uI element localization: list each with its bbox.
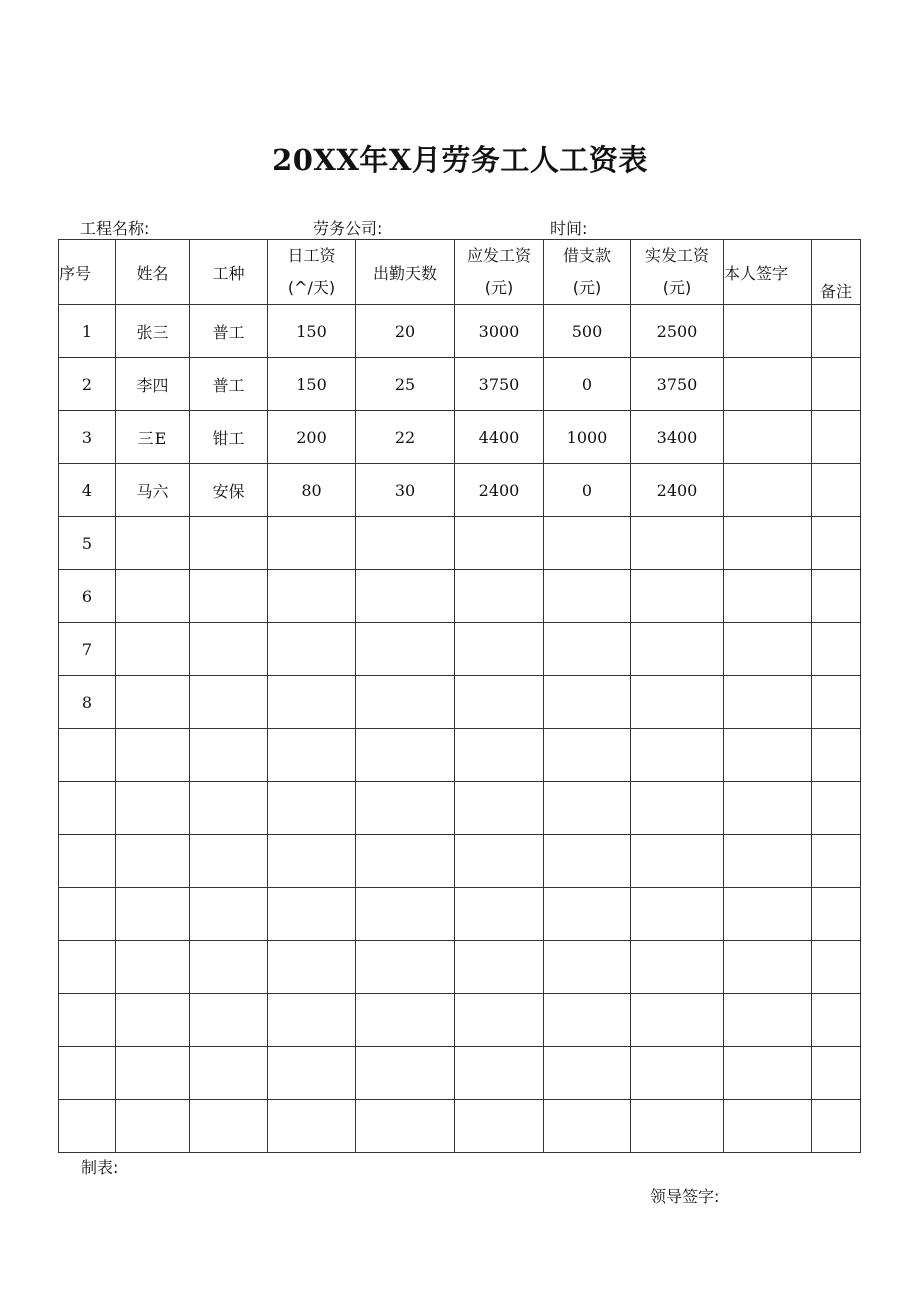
cell-payable	[455, 517, 544, 570]
cell-name	[116, 729, 190, 782]
cell-payable: 2400	[455, 464, 544, 517]
header-name: 姓名	[116, 240, 190, 305]
cell-actual: 2400	[631, 464, 724, 517]
cell-trade	[190, 623, 268, 676]
header-actual-l2: (元)	[662, 278, 692, 297]
cell-advance: 500	[544, 305, 631, 358]
cell-days	[356, 517, 455, 570]
cell-name	[116, 570, 190, 623]
cell-actual: 3400	[631, 411, 724, 464]
cell-trade	[190, 782, 268, 835]
cell-seq: 1	[59, 305, 116, 358]
cell-days: 30	[356, 464, 455, 517]
cell-daily-wage	[268, 1100, 356, 1153]
prepared-by-label: 制表:	[81, 1158, 119, 1177]
cell-name	[116, 835, 190, 888]
table-row	[59, 305, 861, 358]
cell-trade	[190, 941, 268, 994]
header-payable-l1: 应发工资	[466, 246, 531, 265]
cell-payable	[455, 570, 544, 623]
cell-name: 三E	[116, 411, 190, 464]
cell-name	[116, 1047, 190, 1100]
header-daily-wage-l1: 日工资	[287, 246, 336, 265]
table-row	[59, 941, 861, 994]
cell-remarks	[812, 941, 861, 994]
cell-advance: 1000	[544, 411, 631, 464]
cell-daily-wage	[268, 729, 356, 782]
table-row	[59, 888, 861, 941]
table-row	[59, 782, 861, 835]
cell-daily-wage	[268, 941, 356, 994]
cell-remarks	[812, 623, 861, 676]
header-payable	[455, 240, 544, 305]
cell-advance	[544, 1100, 631, 1153]
cell-seq	[59, 729, 116, 782]
header-trade: 工种	[190, 240, 268, 305]
cell-payable: 3000	[455, 305, 544, 358]
cell-remarks	[812, 570, 861, 623]
cell-actual	[631, 623, 724, 676]
cell-signature	[724, 888, 812, 941]
cell-trade	[190, 888, 268, 941]
cell-actual	[631, 1047, 724, 1100]
cell-seq	[59, 1047, 116, 1100]
cell-name	[116, 623, 190, 676]
cell-advance	[544, 835, 631, 888]
cell-advance	[544, 517, 631, 570]
header-remarks: 备注	[812, 240, 861, 305]
cell-advance	[544, 941, 631, 994]
cell-trade	[190, 729, 268, 782]
leader-signature-label: 领导签字:	[650, 1187, 720, 1206]
header-payable-l2: (元)	[484, 278, 514, 297]
cell-daily-wage: 200	[268, 411, 356, 464]
wage-table	[58, 239, 861, 1153]
header-actual-l1: 实发工资	[644, 246, 709, 265]
cell-seq	[59, 835, 116, 888]
table-row	[59, 464, 861, 517]
cell-name	[116, 1100, 190, 1153]
cell-seq	[59, 1100, 116, 1153]
cell-name: 李四	[116, 358, 190, 411]
cell-trade: 普工	[190, 305, 268, 358]
cell-days	[356, 994, 455, 1047]
cell-days	[356, 941, 455, 994]
cell-actual	[631, 676, 724, 729]
cell-payable: 4400	[455, 411, 544, 464]
cell-payable	[455, 1047, 544, 1100]
table-row	[59, 1100, 861, 1153]
cell-days	[356, 1047, 455, 1100]
cell-seq: 8	[59, 676, 116, 729]
cell-remarks	[812, 676, 861, 729]
header-advance-l1: 借支款	[562, 246, 611, 265]
cell-signature	[724, 1100, 812, 1153]
header-daily-wage	[268, 240, 356, 305]
cell-remarks	[812, 994, 861, 1047]
table-row	[59, 1047, 861, 1100]
cell-trade	[190, 570, 268, 623]
cell-payable	[455, 623, 544, 676]
cell-days: 22	[356, 411, 455, 464]
cell-seq	[59, 782, 116, 835]
cell-daily-wage	[268, 994, 356, 1047]
time-label: 时间:	[550, 219, 588, 238]
table-row	[59, 835, 861, 888]
cell-seq	[59, 888, 116, 941]
cell-seq: 6	[59, 570, 116, 623]
cell-trade	[190, 1047, 268, 1100]
cell-days	[356, 570, 455, 623]
cell-signature	[724, 729, 812, 782]
cell-advance	[544, 1047, 631, 1100]
cell-advance	[544, 623, 631, 676]
cell-daily-wage	[268, 517, 356, 570]
cell-actual	[631, 835, 724, 888]
cell-name	[116, 994, 190, 1047]
cell-actual	[631, 1100, 724, 1153]
table-row	[59, 517, 861, 570]
cell-trade	[190, 676, 268, 729]
cell-payable: 3750	[455, 358, 544, 411]
cell-daily-wage: 150	[268, 358, 356, 411]
cell-days	[356, 835, 455, 888]
cell-actual: 2500	[631, 305, 724, 358]
cell-signature	[724, 517, 812, 570]
header-row	[59, 240, 861, 305]
header-actual	[631, 240, 724, 305]
cell-remarks	[812, 729, 861, 782]
cell-actual	[631, 570, 724, 623]
cell-signature	[724, 358, 812, 411]
cell-days	[356, 676, 455, 729]
cell-payable	[455, 994, 544, 1047]
cell-daily-wage	[268, 888, 356, 941]
cell-name: 马六	[116, 464, 190, 517]
cell-remarks	[812, 888, 861, 941]
header-advance	[544, 240, 631, 305]
table-row	[59, 411, 861, 464]
cell-actual	[631, 729, 724, 782]
cell-seq: 4	[59, 464, 116, 517]
cell-advance	[544, 994, 631, 1047]
cell-signature	[724, 570, 812, 623]
cell-actual	[631, 941, 724, 994]
cell-daily-wage	[268, 676, 356, 729]
cell-days	[356, 888, 455, 941]
project-name-label: 工程名称:	[80, 219, 150, 238]
page-title: 20XX年X月劳务工人工资表	[272, 143, 648, 177]
cell-advance: 0	[544, 464, 631, 517]
cell-days	[356, 1100, 455, 1153]
cell-remarks	[812, 517, 861, 570]
cell-name	[116, 888, 190, 941]
header-advance-l2: (元)	[572, 278, 602, 297]
cell-remarks	[812, 1100, 861, 1153]
cell-remarks	[812, 835, 861, 888]
table-row	[59, 570, 861, 623]
cell-advance	[544, 729, 631, 782]
cell-payable	[455, 888, 544, 941]
cell-payable	[455, 676, 544, 729]
header-seq: 序号	[59, 240, 116, 305]
cell-trade	[190, 835, 268, 888]
cell-advance	[544, 676, 631, 729]
cell-name	[116, 941, 190, 994]
header-days: 出勤天数	[356, 240, 455, 305]
cell-payable	[455, 782, 544, 835]
cell-signature	[724, 464, 812, 517]
cell-advance: 0	[544, 358, 631, 411]
cell-signature	[724, 941, 812, 994]
cell-remarks	[812, 1047, 861, 1100]
cell-daily-wage	[268, 835, 356, 888]
cell-trade	[190, 1100, 268, 1153]
cell-payable	[455, 835, 544, 888]
table-row	[59, 729, 861, 782]
cell-signature	[724, 1047, 812, 1100]
cell-actual	[631, 517, 724, 570]
cell-remarks	[812, 358, 861, 411]
cell-signature	[724, 835, 812, 888]
labor-company-label: 劳务公司:	[313, 219, 383, 238]
cell-name	[116, 676, 190, 729]
cell-daily-wage	[268, 1047, 356, 1100]
cell-actual	[631, 888, 724, 941]
cell-signature	[724, 305, 812, 358]
cell-payable	[455, 941, 544, 994]
cell-actual: 3750	[631, 358, 724, 411]
cell-payable	[455, 1100, 544, 1153]
cell-advance	[544, 782, 631, 835]
cell-signature	[724, 411, 812, 464]
cell-signature	[724, 623, 812, 676]
table-row	[59, 623, 861, 676]
cell-seq: 2	[59, 358, 116, 411]
cell-seq: 5	[59, 517, 116, 570]
cell-payable	[455, 729, 544, 782]
cell-seq: 7	[59, 623, 116, 676]
cell-days: 20	[356, 305, 455, 358]
cell-name: 张三	[116, 305, 190, 358]
table-row	[59, 994, 861, 1047]
cell-trade: 普工	[190, 358, 268, 411]
cell-advance	[544, 888, 631, 941]
header-daily-wage-l2: (^/天)	[287, 278, 336, 297]
table-row	[59, 676, 861, 729]
cell-remarks	[812, 411, 861, 464]
cell-daily-wage	[268, 782, 356, 835]
cell-seq	[59, 941, 116, 994]
cell-remarks	[812, 305, 861, 358]
cell-actual	[631, 994, 724, 1047]
cell-actual	[631, 782, 724, 835]
cell-seq	[59, 994, 116, 1047]
cell-daily-wage	[268, 623, 356, 676]
cell-days: 25	[356, 358, 455, 411]
cell-trade: 安保	[190, 464, 268, 517]
cell-remarks	[812, 464, 861, 517]
cell-days	[356, 782, 455, 835]
cell-signature	[724, 676, 812, 729]
cell-trade: 钳工	[190, 411, 268, 464]
cell-advance	[544, 570, 631, 623]
cell-signature	[724, 782, 812, 835]
header-signature: 本人签字	[724, 240, 812, 305]
cell-daily-wage: 150	[268, 305, 356, 358]
cell-seq: 3	[59, 411, 116, 464]
cell-trade	[190, 517, 268, 570]
cell-daily-wage: 80	[268, 464, 356, 517]
table-row	[59, 358, 861, 411]
cell-daily-wage	[268, 570, 356, 623]
cell-days	[356, 623, 455, 676]
cell-name	[116, 517, 190, 570]
cell-signature	[724, 994, 812, 1047]
cell-remarks	[812, 782, 861, 835]
cell-days	[356, 729, 455, 782]
cell-name	[116, 782, 190, 835]
cell-trade	[190, 994, 268, 1047]
